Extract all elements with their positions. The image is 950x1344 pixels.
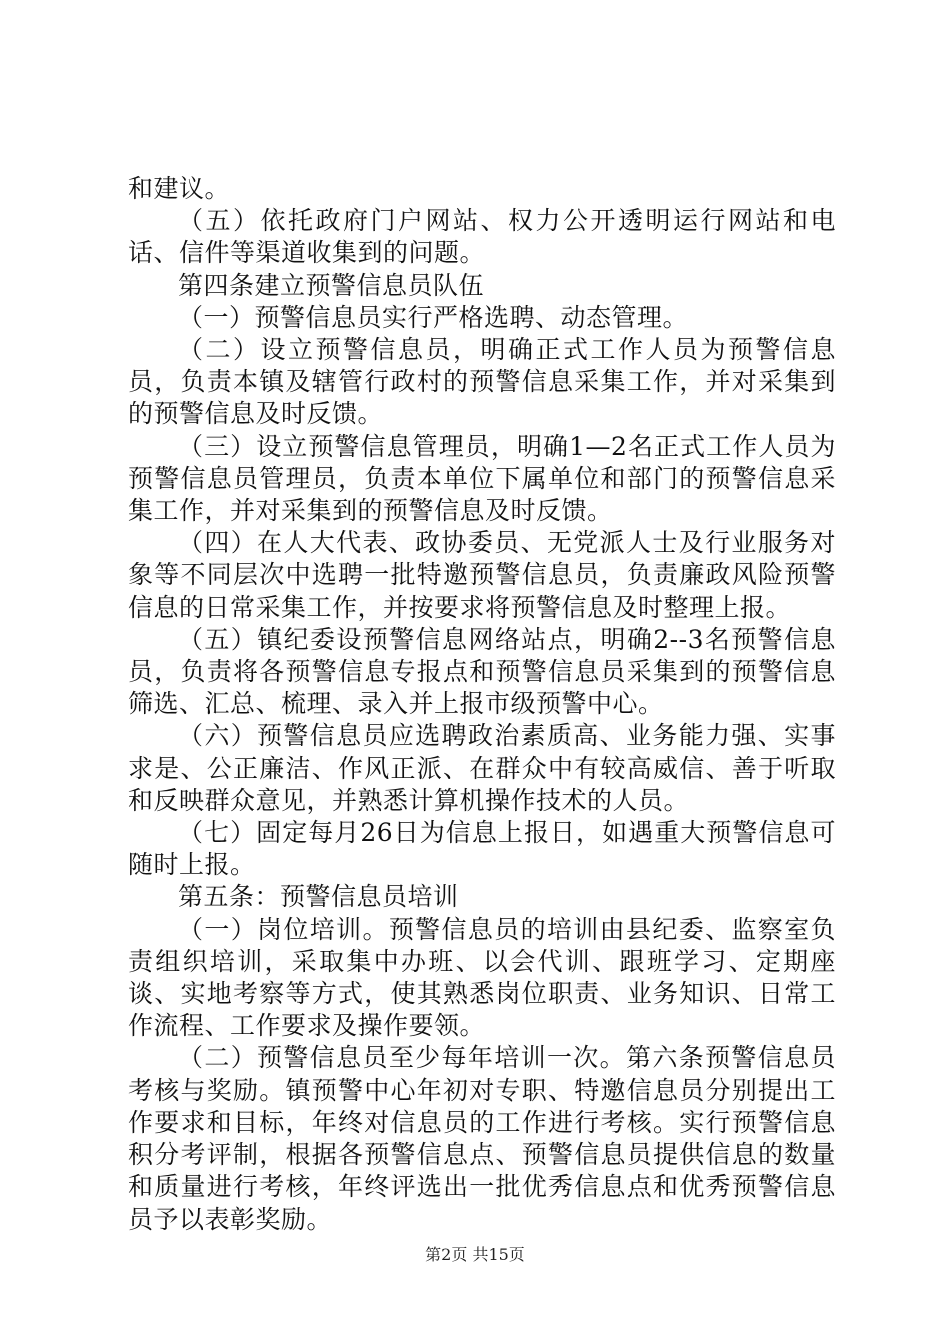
section-heading: 第四条建立预警信息员队伍 [178, 270, 485, 300]
paragraph: （二）设立预警信息员，明确正式工作人员为预警信息员，负责本镇及辖管行政村的预警信息采集工作，并对采集到的预警信息及时反馈。 [128, 335, 836, 429]
paragraph: （五）镇纪委设预警信息网络站点，明确2--3名预警信息员，负责将各预警信息专报点和预警信息员采集到的预警信息筛选、汇总、梳理、录入并上报市级预警中心。 [128, 624, 836, 719]
document-body [128, 173, 836, 1236]
paragraph: （二）预警信息员至少每年培训一次。第六条预警信息员考核与奖励。镇预警中心年初对专职、特邀信息员分别提出工作要求和目标，年终对信息员的工作进行考核。实行预警信息积分考评制，根据各预警信息点、预警信息员提供信息的数量和质量进行考核，年终评选出一批优秀信息点和优秀预警信息员予以表彰奖励。 [128, 1043, 836, 1234]
paragraph: （一）预警信息员实行严格选聘、动态管理。 [178, 302, 689, 332]
paragraph: （三）设立预警信息管理员，明确1—2名正式工作人员为预警信息员管理员，负责本单位下属单位和部门的预警信息采集工作，并对采集到的预警信息及时反馈。 [128, 431, 836, 526]
section-heading: 第五条：预警信息员培训 [178, 882, 459, 912]
page-number: 第2页 共15页 [425, 1245, 525, 1264]
paragraph: 和建议。 [128, 174, 231, 203]
paragraph: （六）预警信息员应选聘政治素质高、业务能力强、实事求是、公正廉洁、作风正派、在群众中有较高威信、善于听取和反映群众意见，并熟悉计算机操作技术的人员。 [128, 721, 836, 815]
paragraph: （一）岗位培训。预警信息员的培训由县纪委、监察室负责组织培训，采取集中办班、以会代训、跟班学习、定期座谈、实地考察等方式，使其熟悉岗位职责、业务知识、日常工作流程、工作要求及操作要领。 [128, 914, 836, 1041]
page-footer [0, 1245, 950, 1265]
paragraph: （四）在人大代表、政协委员、无党派人士及行业服务对象等不同层次中选聘一批特邀预警信息员，负责廉政风险预警信息的日常采集工作，并按要求将预警信息及时整理上报。 [128, 528, 836, 622]
paragraph: （七）固定每月26日为信息上报日，如遇重大预警信息可随时上报。 [128, 818, 836, 880]
paragraph: （五）依托政府门户网站、权力公开透明运行网站和电话、信件等渠道收集到的问题。 [128, 206, 836, 268]
